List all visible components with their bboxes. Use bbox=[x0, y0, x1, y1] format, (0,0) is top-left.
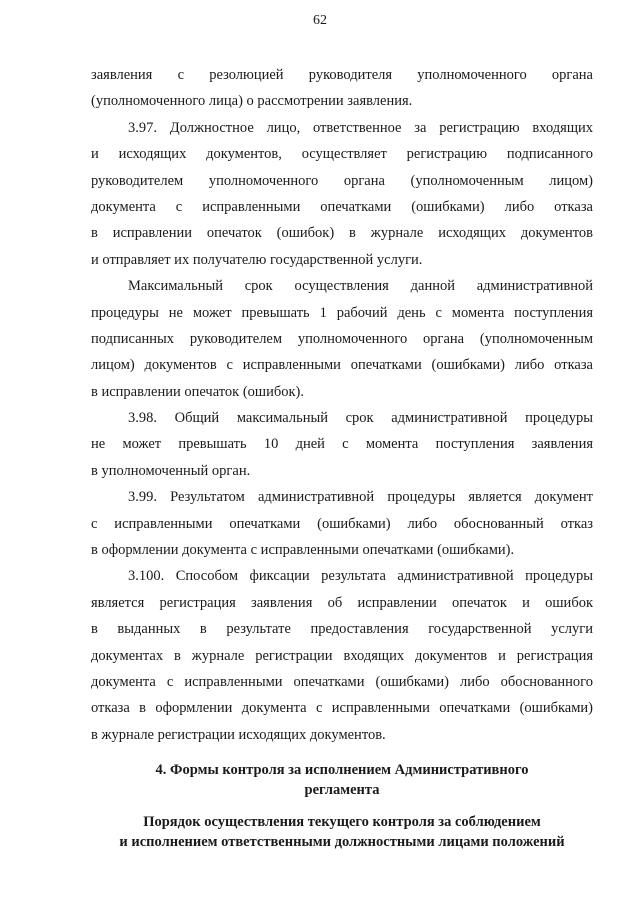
text-line: с исправленными опечатками (ошибками) либо обоснованный отказ bbox=[91, 515, 593, 532]
text-line: Максимальный срок осуществления данной административной bbox=[128, 278, 593, 295]
subsection-heading-line-1: Порядок осуществления текущего контроля за соблюдением bbox=[143, 814, 541, 830]
text-line: в выданных в результате предоставления государственной услуги bbox=[91, 621, 593, 638]
text-line: и исходящих документов, осуществляет регистрацию подписанного bbox=[91, 146, 593, 163]
text-line: заявления с резолюцией руководителя уполномоченного органа bbox=[91, 67, 593, 83]
text-line: (уполномоченного лица) о рассмотрении заявления. bbox=[91, 93, 413, 110]
section-heading-line-2: регламента bbox=[304, 782, 380, 798]
text-line: в оформлении документа с исправленными опечатками (ошибками). bbox=[91, 542, 515, 559]
body-text bbox=[91, 62, 593, 748]
text-line: лицом) документов с исправленными опечатками (ошибками) либо отказа bbox=[91, 357, 593, 374]
text-line: в уполномоченный орган. bbox=[91, 462, 251, 479]
text-line: документа с исправленными опечатками (ошибками) либо отказа bbox=[91, 198, 593, 215]
section-heading bbox=[91, 760, 593, 800]
section-heading-line-1: 4. Формы контроля за исполнением Административного bbox=[155, 762, 529, 778]
text-line: в журнале регистрации исходящих документов. bbox=[91, 726, 386, 743]
text-line: является регистрация заявления об исправлении опечаток и ошибок bbox=[91, 594, 593, 611]
text-line: документа с исправленными опечатками (ошибками) либо обоснованного bbox=[91, 673, 593, 690]
text-line: подписанных руководителем уполномоченного органа (уполномоченным bbox=[91, 330, 593, 347]
text-line: руководителем уполномоченного органа (уполномоченным лицом) bbox=[91, 172, 593, 189]
page-number: 62 bbox=[313, 13, 327, 28]
text-line: 3.100. Способом фиксации результата административной процедуры bbox=[128, 568, 593, 585]
text-line: в исправлении опечаток (ошибок) в журнале исходящих документов bbox=[91, 225, 593, 242]
text-line: не может превышать 10 дней с момента поступления заявления bbox=[91, 436, 593, 453]
subsection-heading-line-2: и исполнением ответственными должностными лицами положений bbox=[119, 834, 565, 850]
text-line: 3.98. Общий максимальный срок административной процедуры bbox=[128, 410, 593, 427]
text-line: отказа в оформлении документа с исправленными опечатками (ошибками) bbox=[91, 700, 593, 717]
text-line: процедуры не может превышать 1 рабочий день с момента поступления bbox=[91, 304, 593, 321]
subsection-heading bbox=[91, 812, 593, 852]
text-line: в исправлении опечаток (ошибок). bbox=[91, 383, 304, 400]
text-line: и отправляет их получателю государственной услуги. bbox=[91, 251, 423, 268]
text-line: 3.97. Должностное лицо, ответственное за регистрацию входящих bbox=[128, 119, 593, 136]
text-line: 3.99. Результатом административной процедуры является документ bbox=[128, 489, 593, 506]
text-line: документах в журнале регистрации входящих документов и регистрация bbox=[91, 647, 593, 664]
